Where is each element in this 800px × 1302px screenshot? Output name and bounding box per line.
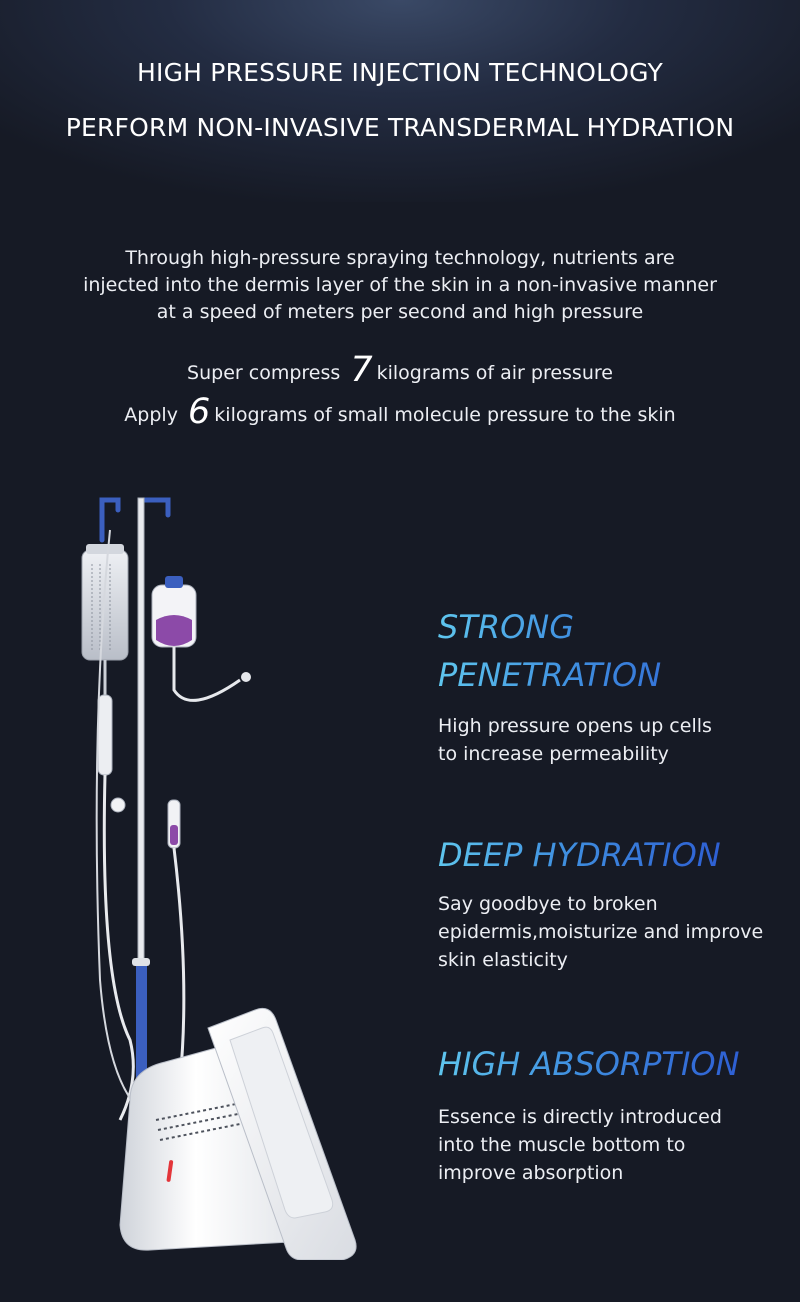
air-pressure-value: 7	[350, 350, 373, 390]
intro-line: injected into the dermis layer of the skin in a non-invasive manner	[83, 274, 717, 296]
air-pressure-line	[0, 350, 800, 390]
feature-desc-high-absorption	[438, 1103, 722, 1187]
intro-line: Through high-pressure spraying technology, nutrients are	[125, 247, 675, 269]
feature-desc-line: skin elasticity	[438, 949, 568, 971]
air-pressure-suffix: kilograms of air pressure	[376, 362, 613, 384]
fluid-bottle	[82, 550, 128, 660]
feature-title-line: STRONG	[438, 608, 575, 646]
feature-desc-deep-hydration	[438, 890, 763, 974]
feature-desc-line: into the muscle bottom to	[438, 1134, 686, 1156]
tube	[104, 775, 133, 1120]
skin-pressure-prefix: Apply	[124, 404, 178, 426]
skin-pressure-suffix: kilograms of small molecule pressure to the skin	[214, 404, 676, 426]
feature-title-line: PENETRATION	[438, 656, 662, 694]
skin-pressure-value: 6	[188, 392, 211, 432]
feature-title-line: DEEP HYDRATION	[438, 836, 721, 874]
hydration-device-illustration	[70, 480, 370, 1260]
intro-paragraph	[60, 245, 740, 326]
feature-title-line: HIGH ABSORPTION	[438, 1045, 740, 1083]
feature-desc-line: High pressure opens up cells	[438, 715, 712, 737]
feature-desc-line: Essence is directly introduced	[438, 1106, 722, 1128]
header-subtitle: PERFORM NON-INVASIVE TRANSDERMAL HYDRATION	[65, 113, 735, 142]
skin-pressure-line	[0, 392, 800, 432]
feature-title-high-absorption	[438, 1040, 740, 1088]
header-banner	[0, 0, 800, 202]
feature-desc-line: epidermis,moisturize and improve	[438, 921, 764, 943]
feature-desc-line: to increase permeability	[438, 743, 669, 765]
feature-desc-line: improve absorption	[438, 1162, 624, 1184]
header-title: HIGH PRESSURE INJECTION TECHNOLOGY	[137, 58, 663, 87]
feature-desc-strong-penetration	[438, 712, 712, 768]
intro-line: at a speed of meters per second and high pressure	[156, 301, 644, 323]
feature-title-strong-penetration	[438, 603, 738, 699]
feature-title-deep-hydration	[438, 831, 721, 879]
feature-desc-line: Say goodbye to broken	[438, 893, 658, 915]
air-pressure-prefix: Super compress	[187, 362, 341, 384]
